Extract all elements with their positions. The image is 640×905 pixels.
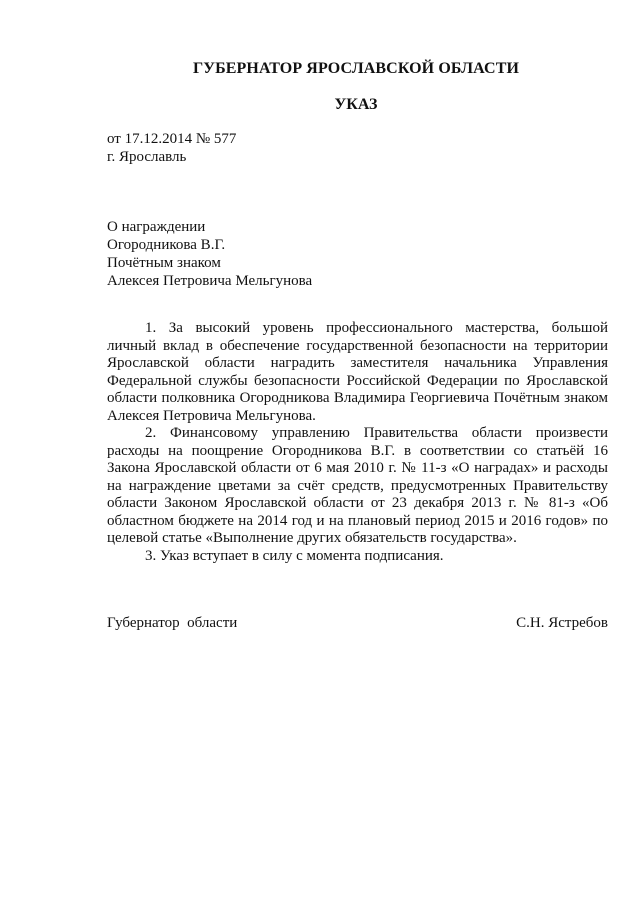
subject-line: О награждении bbox=[107, 219, 206, 235]
signatory-position: Губернатор области bbox=[107, 615, 238, 631]
city: г. Ярославль bbox=[107, 149, 187, 165]
body-paragraph-1: 1. За высокий уровень профессионального мастерства, большой личный вклад в обеспечение государственной безопасности на территории Ярославской области наградить заместителя начальника Управления Федеральной службы безопасности Российской Федерации по Ярославской области полковника Огородникова Владимира Георгиевича Почётным знаком Алексея Петровича Мельгунова. bbox=[107, 320, 608, 424]
signatory-name: С.Н. Ястребов bbox=[516, 615, 608, 631]
date-and-number-block bbox=[107, 130, 236, 166]
body-paragraph-3: 3. Указ вступает в силу с момента подписания. bbox=[145, 547, 444, 564]
document-type: УКАЗ bbox=[334, 96, 378, 113]
document-subject bbox=[107, 218, 312, 290]
body-paragraph-2: 2. Финансовому управлению Правительства области произвести расходы на поощрение Огородникова В.Г. в соответствии со статьёй 16 Закона Ярославской области от 6 мая 2010 г. № 11-з «О наградах» и расходы на награждение цветами за счёт средств, предусмотренных Правительству области Законом Ярославской области от 23 декабря 2013 г. № 81-з «Об областном бюджете на 2014 год и на плановый период 2015 и 2016 годов» по целевой статье «Выполнение других обязательств государства». bbox=[107, 425, 608, 546]
subject-line: Алексея Петровича Мельгунова bbox=[107, 273, 313, 289]
date-number: от 17.12.2014 № 577 bbox=[107, 131, 237, 147]
signature-block bbox=[107, 615, 608, 632]
subject-line: Огородникова В.Г. bbox=[107, 237, 226, 253]
issuing-authority: ГУБЕРНАТОР ЯРОСЛАВСКОЙ ОБЛАСТИ bbox=[192, 60, 520, 77]
subject-line: Почётным знаком bbox=[107, 255, 221, 271]
document-body bbox=[107, 320, 608, 565]
